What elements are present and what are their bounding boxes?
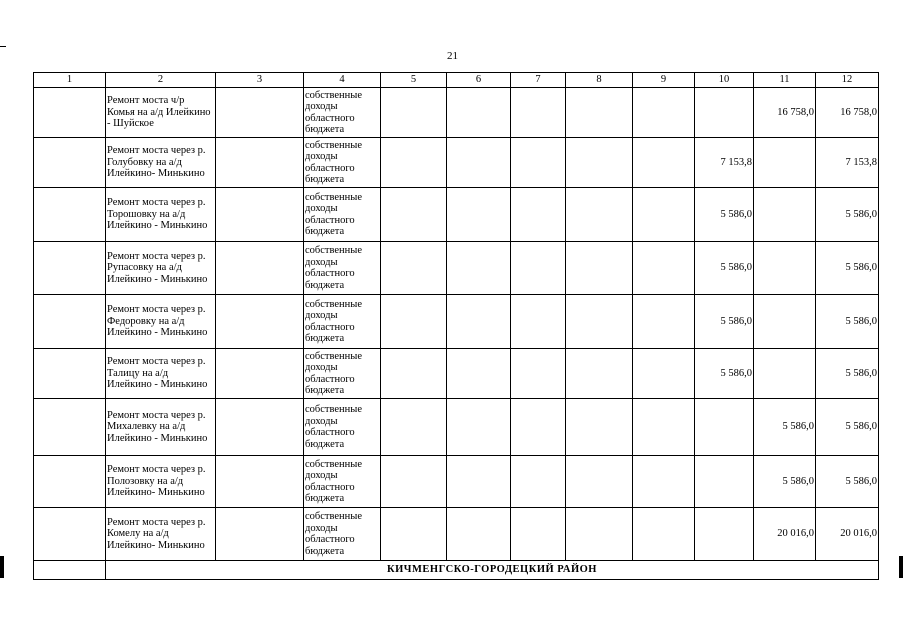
cell-funding-source: собственные доходы областного бюджета [304,456,381,508]
cell-object-name: Ремонт моста через р. Голубовку на а/д Илейкино- Минькино [106,138,216,188]
cell-col3 [216,349,304,399]
cell-col8 [566,399,633,456]
cell-col9 [633,399,695,456]
cell-col11 [754,242,816,295]
cell-col11: 16 758,0 [754,88,816,138]
cell-col6 [447,456,511,508]
cell-col1 [34,242,106,295]
cell-col9 [633,138,695,188]
cell-col9 [633,456,695,508]
cell-col9 [633,188,695,242]
cell-col6 [447,399,511,456]
cell-col5 [381,138,447,188]
cell-col5 [381,399,447,456]
cell-col8 [566,508,633,561]
cell-funding-source: собственные доходы областного бюджета [304,188,381,242]
table-row [34,242,879,295]
table-row [34,399,879,456]
cell-col6 [447,349,511,399]
column-header: 12 [816,73,879,88]
table-row [34,508,879,561]
cell-col3 [216,295,304,349]
cell-col11: 5 586,0 [754,399,816,456]
cell-col1 [34,188,106,242]
cell-col9 [633,88,695,138]
cell-col3 [216,399,304,456]
cell-funding-source: собственные доходы областного бюджета [304,295,381,349]
district-row [34,561,879,580]
cell-col6 [447,242,511,295]
column-header: 6 [447,73,511,88]
table-row [34,456,879,508]
cell-col9 [633,295,695,349]
cell-col10: 5 586,0 [695,349,754,399]
cell-col10 [695,399,754,456]
cell-col10: 5 586,0 [695,188,754,242]
cell-col3 [216,456,304,508]
cell-col12: 7 153,8 [816,138,879,188]
cell-col7 [511,188,566,242]
cell-col10: 5 586,0 [695,295,754,349]
cell-col1 [34,88,106,138]
cell-col10 [695,508,754,561]
column-header: 5 [381,73,447,88]
cell-col10 [695,456,754,508]
cell-col3 [216,188,304,242]
table-row [34,138,879,188]
cell-col11: 5 586,0 [754,456,816,508]
page-number: 21 [447,50,458,62]
cell-col11 [754,349,816,399]
column-header: 8 [566,73,633,88]
cell-col7 [511,295,566,349]
cell-col11 [754,188,816,242]
cell-col6 [447,138,511,188]
column-header: 11 [754,73,816,88]
cell-funding-source: собственные доходы областного бюджета [304,349,381,399]
cell-col1 [34,456,106,508]
cell-col6 [447,508,511,561]
cell-funding-source: собственные доходы областного бюджета [304,138,381,188]
cell-col6 [447,188,511,242]
cell-col1 [34,561,106,580]
cell-col1 [34,349,106,399]
cell-col8 [566,242,633,295]
column-header: 9 [633,73,695,88]
district-name: КИЧМЕНГСКО-ГОРОДЕЦКИЙ РАЙОН [106,561,879,580]
cell-col8 [566,88,633,138]
column-header: 10 [695,73,754,88]
budget-table [33,72,879,580]
cell-col3 [216,138,304,188]
cell-object-name: Ремонт моста через р. Торошовку на а/д Илейкино - Минькино [106,188,216,242]
cell-object-name: Ремонт моста через р. Федоровку на а/д Илейкино - Минькино [106,295,216,349]
cell-object-name: Ремонт моста через р. Полозовку на а/д Илейкино- Минькино [106,456,216,508]
cell-col7 [511,88,566,138]
cell-col11 [754,138,816,188]
cell-col7 [511,508,566,561]
cell-col5 [381,188,447,242]
cell-col12: 5 586,0 [816,399,879,456]
cell-col11: 20 016,0 [754,508,816,561]
column-header: 1 [34,73,106,88]
cell-funding-source: собственные доходы областного бюджета [304,88,381,138]
cell-col8 [566,138,633,188]
table-row [34,295,879,349]
column-header: 3 [216,73,304,88]
table-row [34,188,879,242]
cell-object-name: Ремонт моста через р. Рупасовку на а/д Илейкино - Минькино [106,242,216,295]
cell-col9 [633,349,695,399]
cell-col1 [34,508,106,561]
cell-col6 [447,88,511,138]
table-row [34,349,879,399]
cell-col5 [381,295,447,349]
header-row [34,73,879,88]
column-header: 2 [106,73,216,88]
cell-col7 [511,456,566,508]
cell-col12: 5 586,0 [816,349,879,399]
cell-object-name: Ремонт моста через р. Михалевку на а/д Илейкино - Минькино [106,399,216,456]
cell-col5 [381,88,447,138]
cell-funding-source: собственные доходы областного бюджета [304,242,381,295]
cell-col5 [381,456,447,508]
scan-mark [899,556,903,578]
cell-col12: 5 586,0 [816,456,879,508]
cell-col9 [633,508,695,561]
cell-object-name: Ремонт моста через р. Талицу на а/д Илейкино - Минькино [106,349,216,399]
cell-col3 [216,508,304,561]
column-header: 4 [304,73,381,88]
cell-col11 [754,295,816,349]
cell-object-name: Ремонт моста ч/р Комья на а/д Илейкино - Шуйское [106,88,216,138]
cell-col7 [511,349,566,399]
cell-col10: 7 153,8 [695,138,754,188]
cell-object-name: Ремонт моста через р. Комелу на а/д Илейкино- Минькино [106,508,216,561]
cell-col10: 5 586,0 [695,242,754,295]
cell-col12: 5 586,0 [816,295,879,349]
cell-col7 [511,138,566,188]
cell-col12: 5 586,0 [816,188,879,242]
cell-col8 [566,295,633,349]
cell-col1 [34,399,106,456]
cell-col5 [381,349,447,399]
cell-col8 [566,349,633,399]
cell-col8 [566,188,633,242]
cell-col12: 5 586,0 [816,242,879,295]
scan-mark [0,46,6,47]
cell-col7 [511,399,566,456]
cell-col12: 20 016,0 [816,508,879,561]
scan-mark [0,556,4,578]
cell-col10 [695,88,754,138]
cell-col5 [381,508,447,561]
table-row [34,88,879,138]
cell-col3 [216,242,304,295]
cell-col8 [566,456,633,508]
cell-col1 [34,138,106,188]
column-header: 7 [511,73,566,88]
cell-col3 [216,88,304,138]
cell-funding-source: собственные доходы областного бюджета [304,508,381,561]
cell-col6 [447,295,511,349]
cell-col7 [511,242,566,295]
cell-col9 [633,242,695,295]
cell-funding-source: собственные доходы областного бюджета [304,399,381,456]
cell-col5 [381,242,447,295]
cell-col12: 16 758,0 [816,88,879,138]
cell-col1 [34,295,106,349]
